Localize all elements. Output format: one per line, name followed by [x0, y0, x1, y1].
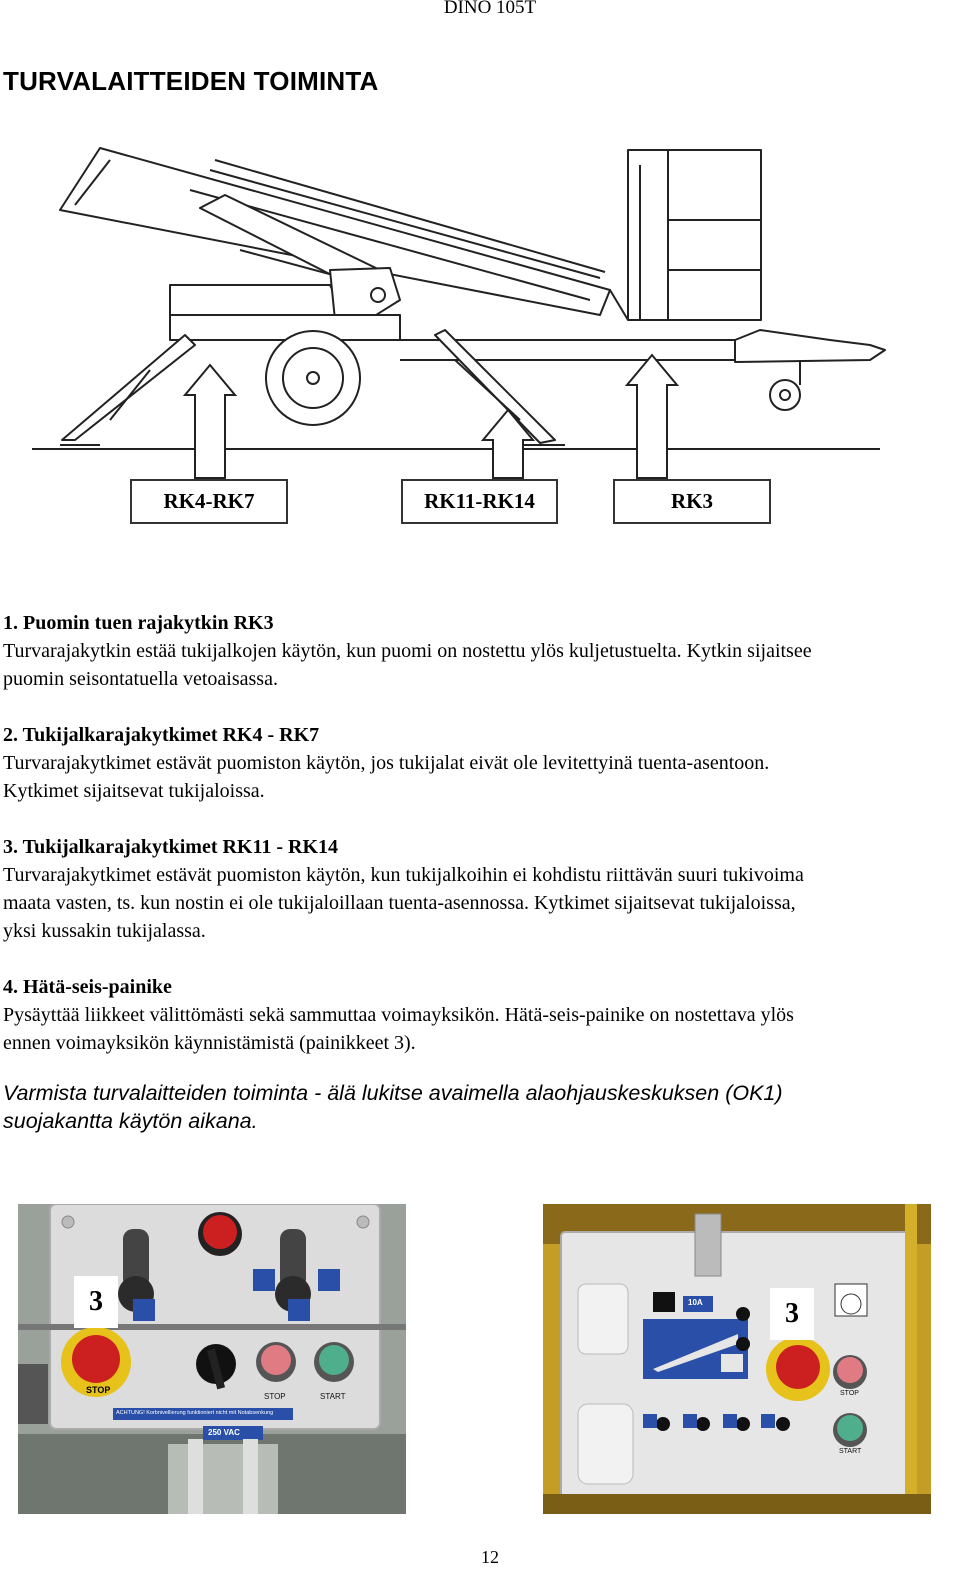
turret — [170, 285, 345, 315]
basket — [628, 150, 761, 320]
section-4 — [3, 973, 958, 1057]
section-heading: 3. Tukijalkarajakytkimet RK11 - RK14 — [3, 836, 339, 858]
right-start-label: START — [839, 1448, 862, 1455]
section-line: yksi kussakin tukijalassa. — [3, 920, 206, 942]
section-line: Pysäyttää liikkeet välittömästi sekä sammuttaa voimayksikön. Hätä-seis-painike on nostettava ylös — [3, 1004, 794, 1026]
section-heading: 2. Tukijalkarajakytkimet RK4 - RK7 — [3, 724, 320, 746]
drawbar — [735, 330, 885, 362]
right-stop-label: STOP — [840, 1390, 859, 1397]
left-warning-label: ACHTUNG! Korbnivellierung funktioniert nicht mit Notabsenkung — [116, 1410, 274, 1416]
page-title: TURVALAITTEIDEN TOIMINTA — [3, 66, 379, 96]
section-line: Turvarajakytkin estää tukijalkojen käytön, kun puomi on nostettu ylös kuljetustuelta. Kytkin sijaitsee — [3, 640, 812, 662]
upper-panel-illustration — [543, 1204, 931, 1514]
label-rk4-rk7: RK4-RK7 — [130, 479, 288, 524]
note-line: suojakantta käytön aikana. — [3, 1109, 258, 1133]
photo-upper-control-panel — [543, 1204, 931, 1514]
wheel — [266, 331, 360, 425]
left-stop-button-label: STOP — [264, 1392, 286, 1401]
label-rk3: RK3 — [613, 479, 771, 524]
label-rk11-rk14: RK11-RK14 — [401, 479, 558, 524]
badge-emergency-stop-right: 3 — [770, 1288, 814, 1340]
lower-panel-illustration — [18, 1204, 406, 1514]
arrow-rk3 — [627, 355, 677, 478]
left-stop-label: STOP — [86, 1385, 111, 1395]
section-line: maata vasten, ts. kun nostin ei ole tukijaloillaan tuenta-asennossa. Kytkimet sijaitsevat tukijaloissa, — [3, 892, 796, 914]
section-line: Turvarajakytkimet estävät puomiston käytön, kun tukijalkoihin ei kohdistu riittävän suuri tukivoima — [3, 864, 804, 886]
photo-lower-control-panel — [18, 1204, 406, 1514]
chassis — [170, 315, 400, 340]
safety-note — [3, 1079, 953, 1135]
section-line: ennen voimayksikön käynnistämistä (painikkeet 3). — [3, 1032, 416, 1054]
jockey-wheel — [770, 380, 800, 410]
page-number: 12 — [481, 1547, 499, 1567]
arrow-rk4-rk7 — [185, 365, 235, 478]
running-header: DINO 105T — [443, 0, 537, 18]
right-fuse-label: 10A — [688, 1298, 703, 1307]
left-start-button-label: START — [320, 1392, 346, 1401]
section-line: puomin seisontatuella vetoaisassa. — [3, 668, 278, 690]
section-3 — [3, 833, 958, 945]
badge-emergency-stop-left: 3 — [74, 1276, 118, 1328]
section-2 — [3, 721, 958, 805]
section-1 — [3, 609, 958, 693]
section-line: Kytkimet sijaitsevat tukijaloissa. — [3, 780, 265, 802]
section-heading: 1. Puomin tuen rajakytkin RK3 — [3, 612, 274, 634]
section-line: Turvarajakytkimet estävät puomiston käytön, jos tukijalat eivät ole levitettyinä tuenta-asentoon. — [3, 752, 770, 774]
section-heading: 4. Hätä-seis-painike — [3, 976, 172, 998]
left-voltage-label: 250 VAC — [208, 1428, 240, 1437]
outrigger-front-left — [62, 335, 195, 440]
note-line: Varmista turvalaitteiden toiminta - älä lukitse avaimella alaohjauskeskuksen (OK1) — [3, 1081, 783, 1105]
